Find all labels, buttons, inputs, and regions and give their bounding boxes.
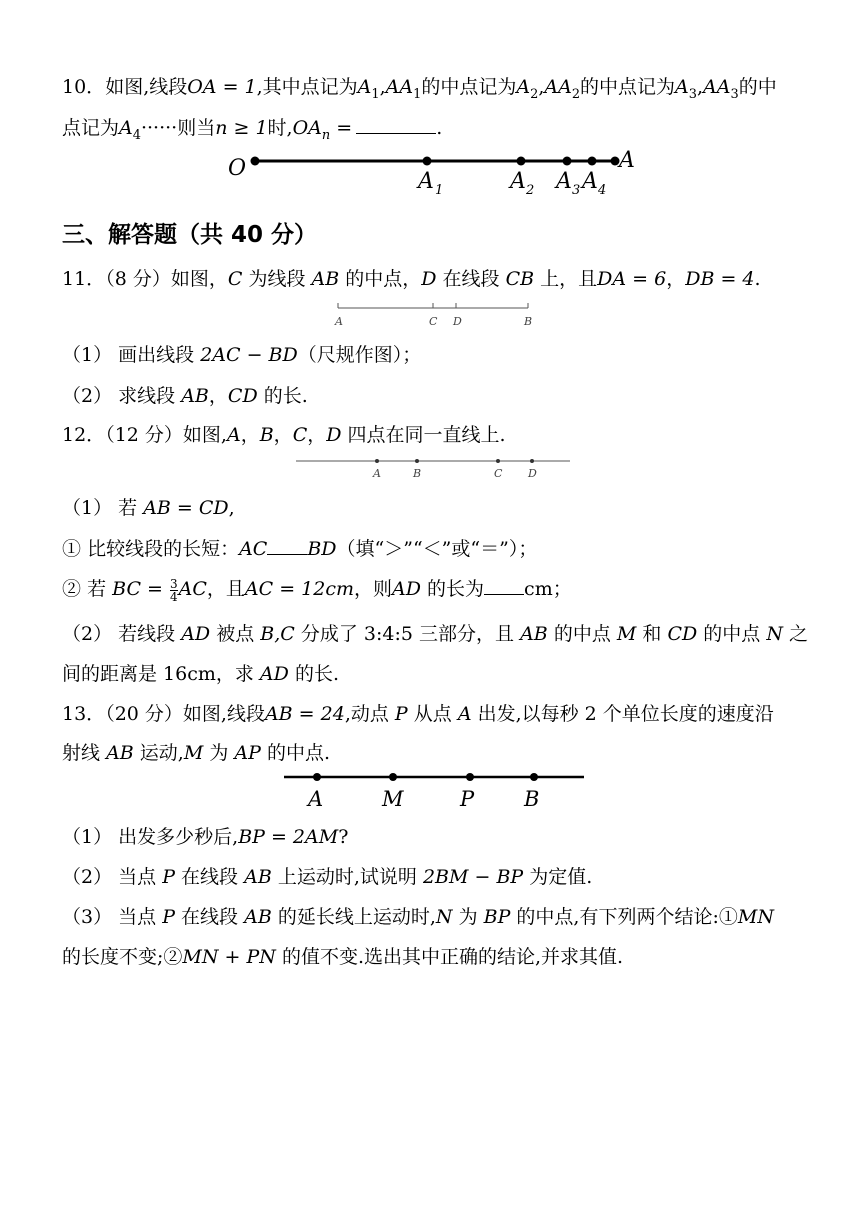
q10-answer-blank[interactable] — [356, 114, 436, 134]
q10-label-a3-sub: 3 — [572, 183, 581, 198]
q10-text: ,其中点记为 — [256, 76, 358, 98]
q12-expr: AB = CD — [143, 497, 229, 519]
q12-var: A — [226, 424, 241, 446]
q10-text: 点记为 — [62, 117, 120, 139]
q13-text: 为 — [458, 906, 478, 928]
q12-circled-1: ① — [62, 538, 82, 560]
q11-text: （尺规作图）； — [297, 344, 422, 366]
q10-point-o — [251, 157, 260, 166]
q10-label-a2-sub: 2 — [526, 183, 535, 198]
q12-text: 和 — [642, 623, 662, 645]
q13-text: 的延长线上运动时, — [277, 906, 436, 928]
q13-label-b: B — [524, 787, 540, 811]
q12-part-label: （1） — [62, 497, 113, 519]
q13-var: AB — [244, 866, 272, 888]
q12-text: （填“＞”“＜”或“＝”）； — [336, 538, 538, 560]
q10-text: = — [330, 117, 353, 139]
q10-sub: 3 — [730, 86, 739, 102]
q12-point-d — [530, 459, 534, 463]
q11-part1 — [62, 340, 421, 367]
q13-text: 的长度不变; — [62, 946, 164, 968]
q12-var: M — [616, 623, 637, 645]
q10-number: 10． — [62, 76, 106, 98]
q10-label-a4: A — [582, 169, 598, 194]
q10-sub: n — [321, 127, 331, 143]
q13-var: AP — [234, 742, 261, 764]
q13-text: 出发多少秒后, — [118, 826, 239, 848]
q13-text: ? — [338, 826, 349, 848]
q11-label-c: C — [429, 315, 438, 328]
q13-circled-2: ② — [163, 946, 183, 968]
q12-part2-line1 — [62, 619, 808, 646]
q12-var: AB — [520, 623, 548, 645]
q10-text: , — [697, 76, 704, 98]
q12-var: B — [259, 424, 274, 446]
q12-var: BD — [307, 538, 337, 560]
q12-text: 若线段 — [118, 623, 176, 645]
q10-sub: 4 — [132, 127, 141, 143]
q10-label-a4-sub: 4 — [598, 183, 607, 198]
section-title: 三、解答题（共 40 分） — [62, 222, 318, 248]
q10-var: AA — [385, 76, 414, 98]
q12-point-a — [375, 459, 379, 463]
q11-var: D — [421, 268, 437, 290]
q13-part1 — [62, 822, 348, 849]
q11-text: 为线段 — [248, 268, 306, 290]
q10-var: A — [357, 76, 372, 98]
q10-text: . — [436, 117, 443, 139]
q12-text: ，且 — [206, 578, 245, 600]
q13-var: P — [162, 906, 175, 928]
q13-expr: MN + PN — [182, 946, 276, 968]
q13-text: 射线 — [62, 742, 101, 764]
q13-var: M — [183, 742, 204, 764]
q12-label-d: D — [528, 467, 537, 480]
q10-var: OA — [292, 117, 322, 139]
q10-sub: 2 — [530, 86, 539, 102]
q11-score: （8 分） — [105, 268, 171, 290]
q10-expr: n ≥ 1 — [215, 117, 268, 139]
q12-circled-2: ② — [62, 578, 82, 600]
q12-var: D — [326, 424, 342, 446]
q10-point-a1 — [423, 157, 432, 166]
q13-text: 的中点. — [266, 742, 331, 764]
q11-text: ， — [208, 385, 228, 407]
q10-label-o: O — [228, 156, 247, 181]
q11-number: 11． — [62, 268, 106, 290]
q10-text: ······则当 — [140, 117, 216, 139]
q12-fraction-num: 3 — [169, 576, 178, 591]
q13-text: ,动点 — [344, 703, 389, 725]
q13-var: P — [394, 703, 408, 725]
q10-point-a4 — [588, 157, 597, 166]
q11-text: 上，且 — [540, 268, 598, 290]
q12-length-blank[interactable] — [484, 575, 524, 595]
q10-text: 的中点记为 — [580, 76, 676, 98]
q13-point-m — [389, 773, 397, 781]
q12-var: N — [766, 623, 783, 645]
q11-label-d: D — [453, 315, 462, 328]
q11-stem — [62, 264, 761, 291]
q13-var: N — [435, 906, 453, 928]
q10-var: AA — [703, 76, 731, 98]
q11-var: AB — [181, 385, 209, 407]
q10-label-a1: A — [418, 169, 434, 194]
q13-var: P — [162, 866, 175, 888]
q12-var: AC — [178, 578, 207, 600]
q13-text: 的中点,有下列两个结论: — [516, 906, 719, 928]
q12-fraction-den: 4 — [169, 589, 178, 604]
q13-text: 如图,线段 — [182, 703, 265, 725]
q13-text: 为 — [209, 742, 229, 764]
q11-text: 如图， — [170, 268, 228, 290]
q12-sub2 — [62, 574, 572, 603]
q12-text: 分成了 3:4:5 三部分，且 — [300, 623, 515, 645]
q10-figure — [220, 145, 650, 203]
q12-text: 的中点 — [553, 623, 611, 645]
q12-text: 间的距离是 16cm，求 — [62, 663, 254, 685]
q10-sub: 2 — [571, 86, 581, 102]
q13-var: AB — [106, 742, 134, 764]
q11-text: 画出线段 — [118, 344, 195, 366]
q12-score: （12 分） — [105, 424, 183, 446]
q13-text: 从点 — [413, 703, 452, 725]
q10-point-a2 — [517, 157, 526, 166]
q12-var: AC — [239, 538, 268, 560]
q11-text: 求线段 — [118, 385, 176, 407]
q12-text: 比较线段的长短： — [87, 538, 240, 560]
q13-part3-line1 — [62, 902, 774, 929]
q11-part2 — [62, 381, 308, 408]
q12-expr: BC = — [112, 578, 163, 600]
q12-label-b: B — [413, 467, 422, 480]
q11-label-a: A — [335, 315, 343, 328]
q12-text: 如图, — [182, 424, 227, 446]
q12-text: 之 — [789, 623, 809, 645]
q10-var: A — [119, 117, 133, 139]
q13-text: 的值不变.选出其中正确的结论,并求其值. — [281, 946, 624, 968]
q10-expr: OA = 1 — [187, 76, 257, 98]
q12-var: AD — [181, 623, 211, 645]
q13-text: 当点 — [118, 866, 157, 888]
q12-text: ， — [273, 424, 293, 446]
q13-figure — [282, 766, 588, 812]
q12-var: CD — [667, 623, 698, 645]
q12-text: 四点在同一直线上. — [347, 424, 506, 446]
q10-var: A — [516, 76, 531, 98]
q12-stem — [62, 420, 506, 447]
q13-part-label: （3） — [62, 906, 113, 928]
q11-figure — [330, 298, 540, 330]
q10-sub: 3 — [688, 86, 697, 102]
q11-var: C — [227, 268, 243, 290]
q13-part-label: （2） — [62, 866, 113, 888]
q12-text: ， — [307, 424, 327, 446]
q13-text: 在线段 — [181, 906, 239, 928]
q13-expr: AB = 24 — [264, 703, 345, 725]
q13-var: MN — [737, 906, 774, 928]
q13-text: 运动, — [139, 742, 184, 764]
q12-label-a: A — [373, 467, 381, 480]
q13-text: 上运动时,试说明 — [277, 866, 417, 888]
q13-line2 — [62, 738, 330, 765]
q13-part3-line2 — [62, 942, 623, 969]
q11-var: CB — [505, 268, 535, 290]
q12-text: 的中点 — [703, 623, 761, 645]
q12-text: 的长为 — [427, 578, 485, 600]
q13-text: 当点 — [118, 906, 157, 928]
q12-figure — [292, 452, 576, 482]
q10-text: , — [379, 76, 386, 98]
q13-part2 — [62, 862, 592, 889]
q11-expr: DB = 4 — [685, 268, 755, 290]
q12-part2-line2 — [62, 659, 339, 686]
q10-text: , — [538, 76, 545, 98]
q12-sub1 — [62, 534, 537, 561]
q10-text: 的中 — [738, 76, 777, 98]
q10-sub: 1 — [371, 86, 380, 102]
q13-line1 — [62, 699, 774, 726]
q12-text: cm； — [524, 578, 572, 600]
q11-text: . — [754, 268, 761, 290]
q11-text: ， — [666, 268, 686, 290]
q13-var: A — [457, 703, 472, 725]
q13-point-p — [466, 773, 474, 781]
q12-text: ，则 — [354, 578, 393, 600]
q12-text: 若 — [87, 578, 107, 600]
q11-var: AB — [311, 268, 340, 290]
q13-expr: 2BM − BP — [422, 866, 524, 888]
q10-line1 — [62, 72, 777, 102]
q13-label-m: M — [382, 787, 404, 811]
q13-text: 为定值. — [529, 866, 593, 888]
q11-label-b: B — [524, 315, 533, 328]
q10-label-a3: A — [556, 169, 572, 194]
q10-sub: 1 — [413, 86, 422, 102]
q10-label-a2: A — [510, 169, 526, 194]
q13-var: AB — [244, 906, 272, 928]
q13-point-b — [530, 773, 538, 781]
q12-part-label: （2） — [62, 623, 113, 645]
q12-text: 若 — [118, 497, 138, 519]
q11-text: 的长. — [263, 385, 308, 407]
q12-text: ， — [240, 424, 260, 446]
q10-point-a3 — [563, 157, 572, 166]
q11-text: 的中点， — [345, 268, 422, 290]
q10-text: 时, — [267, 117, 293, 139]
q13-text: 出发,以每秒 2 个单位长度的速度沿 — [477, 703, 774, 725]
q12-var: AD — [392, 578, 421, 600]
q11-part-label: （1） — [62, 344, 113, 366]
q12-number: 12． — [62, 424, 106, 446]
q12-text: , — [228, 497, 235, 519]
q11-text: 在线段 — [442, 268, 500, 290]
q13-text: 在线段 — [181, 866, 239, 888]
q10-text: 的中点记为 — [421, 76, 517, 98]
q12-text: 被点 — [216, 623, 255, 645]
q10-line2 — [62, 113, 442, 143]
q11-part-label: （2） — [62, 385, 113, 407]
q13-number: 13． — [62, 703, 106, 725]
q13-part-label: （1） — [62, 826, 113, 848]
q12-var: AD — [259, 663, 289, 685]
q10-text: 如图,线段 — [105, 76, 188, 98]
q12-text: 的长. — [294, 663, 339, 685]
q13-expr: BP = 2AM — [238, 826, 339, 848]
q13-label-p: P — [460, 787, 475, 811]
q12-point-b — [415, 459, 419, 463]
q10-label-a1-sub: 1 — [435, 183, 444, 198]
q12-fraction — [170, 578, 178, 603]
q11-expr: 2AC − BD — [200, 344, 298, 366]
q12-var: B,C — [260, 623, 295, 645]
q13-label-a: A — [308, 787, 324, 811]
q13-point-a — [313, 773, 321, 781]
q12-expr: AC = 12cm — [244, 578, 354, 600]
q11-expr: DA = 6 — [597, 268, 667, 290]
q12-var: C — [292, 424, 308, 446]
q12-part1 — [62, 493, 235, 520]
q13-score: （20 分） — [105, 703, 183, 725]
q13-var: BP — [483, 906, 511, 928]
q11-var: CD — [227, 385, 258, 407]
q13-circled-1: ① — [718, 906, 738, 928]
q12-compare-blank[interactable] — [267, 535, 307, 555]
q10-var: A — [675, 76, 689, 98]
q10-label-a: A — [619, 148, 635, 173]
q12-point-c — [496, 459, 500, 463]
q12-label-c: C — [494, 467, 503, 480]
q10-var: AA — [544, 76, 572, 98]
